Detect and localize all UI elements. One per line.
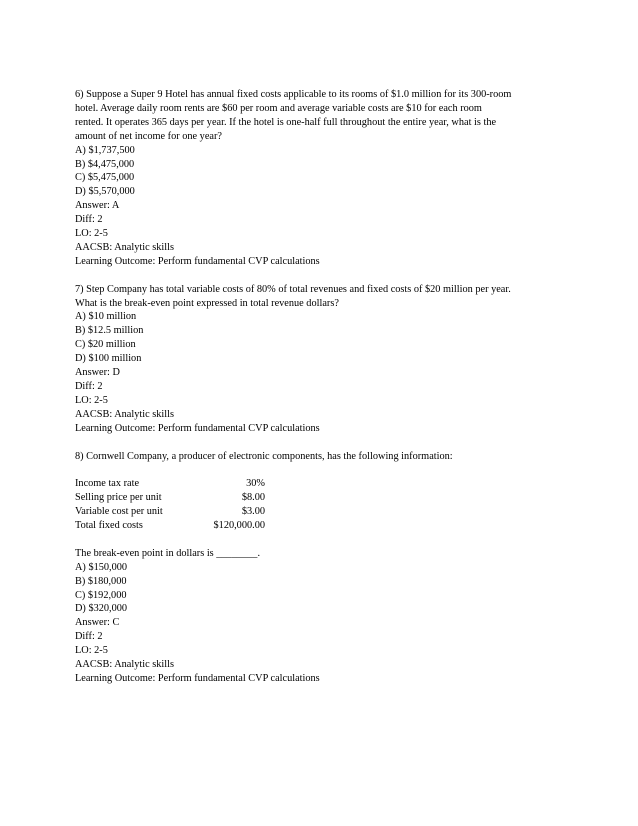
answer-key: Answer: A — [75, 200, 120, 212]
table-row — [75, 519, 265, 533]
info-value: $8.00 — [241, 492, 265, 504]
answer-option-b: B) $4,475,000 — [75, 158, 135, 170]
answer-option-d: D) $320,000 — [75, 603, 128, 615]
table-row — [75, 477, 265, 491]
question-8 — [75, 450, 565, 686]
learning-objective: LO: 2-5 — [75, 394, 108, 406]
difficulty: Diff: 2 — [75, 631, 103, 643]
question-stem-line: 8) Cornwell Company, a producer of electronic components, has the following information: — [75, 450, 453, 462]
answer-option-d: D) $100 million — [75, 353, 142, 365]
answer-option-d: D) $5,570,000 — [75, 186, 135, 198]
document-page — [75, 88, 565, 686]
info-label: Income tax rate — [75, 478, 140, 490]
info-label: Variable cost per unit — [75, 506, 163, 518]
question-stem-line: hotel. Average daily room rents are $60 per room and average variable costs are $10 for each room — [75, 102, 482, 114]
info-value: $3.00 — [241, 506, 265, 518]
table-row — [75, 505, 265, 519]
spacer — [75, 533, 565, 547]
question-prompt: The break-even point in dollars is ________. — [75, 547, 261, 559]
answer-option-b: B) $180,000 — [75, 575, 127, 587]
info-label: Total fixed costs — [75, 520, 143, 532]
answer-option-c: C) $192,000 — [75, 589, 127, 601]
question-stem-line: 7) Step Company has total variable costs of 80% of total revenues and fixed costs of $20 million per year. — [75, 283, 511, 295]
spacer — [75, 463, 565, 477]
answer-option-a: A) $1,737,500 — [75, 144, 135, 156]
learning-outcome: Learning Outcome: Perform fundamental CVP calculations — [75, 673, 320, 684]
info-value: $120,000.00 — [213, 520, 265, 532]
answer-key: Answer: D — [75, 367, 120, 379]
learning-objective: LO: 2-5 — [75, 645, 108, 657]
info-label: Selling price per unit — [75, 492, 162, 504]
question-stem-line: What is the break-even point expressed in total revenue dollars? — [75, 297, 339, 309]
question-7 — [75, 283, 565, 436]
question-6 — [75, 88, 565, 269]
question-stem-line: rented. It operates 365 days per year. If the hotel is one-half full throughout the entire year, what is the — [75, 116, 497, 128]
difficulty: Diff: 2 — [75, 381, 103, 393]
question-stem-line: 6) Suppose a Super 9 Hotel has annual fixed costs applicable to its rooms of $1.0 million for its 300-room — [75, 89, 512, 100]
learning-objective: LO: 2-5 — [75, 228, 108, 240]
aacsb-tag: AACSB: Analytic skills — [75, 241, 174, 253]
answer-option-b: B) $12.5 million — [75, 325, 144, 337]
answer-option-a: A) $150,000 — [75, 561, 128, 573]
company-info-table — [75, 477, 265, 533]
table-row — [75, 491, 265, 505]
answer-option-c: C) $5,475,000 — [75, 172, 135, 184]
aacsb-tag: AACSB: Analytic skills — [75, 659, 174, 671]
learning-outcome: Learning Outcome: Perform fundamental CVP calculations — [75, 422, 320, 434]
question-stem-line: amount of net income for one year? — [75, 130, 222, 142]
aacsb-tag: AACSB: Analytic skills — [75, 408, 174, 420]
difficulty: Diff: 2 — [75, 214, 103, 226]
answer-option-c: C) $20 million — [75, 339, 136, 351]
answer-key: Answer: C — [75, 617, 120, 629]
answer-option-a: A) $10 million — [75, 311, 137, 323]
info-value: 30% — [246, 478, 265, 490]
learning-outcome: Learning Outcome: Perform fundamental CVP calculations — [75, 255, 320, 267]
